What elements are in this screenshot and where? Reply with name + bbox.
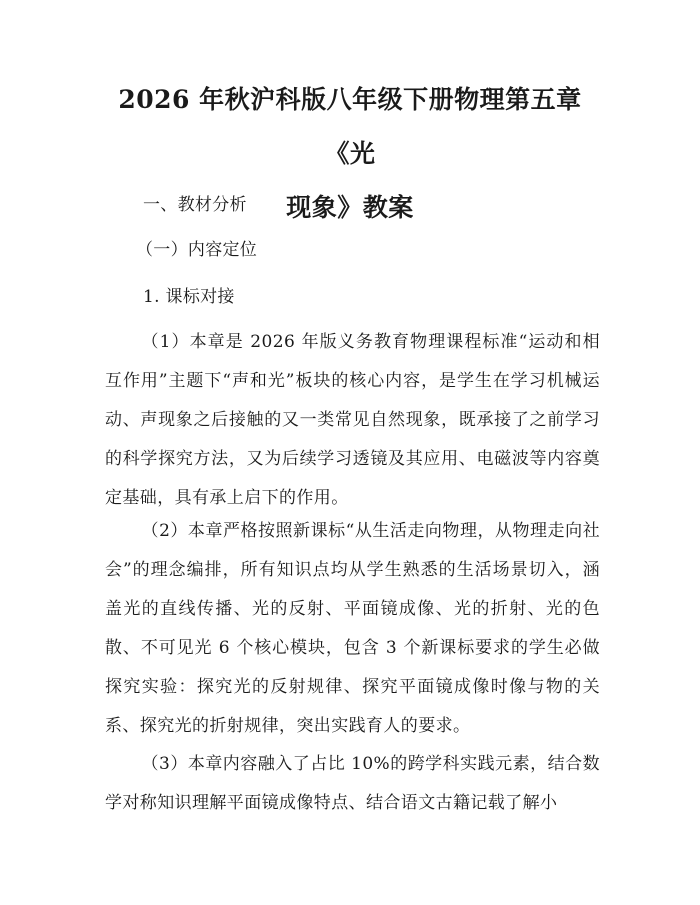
subsection-heading: （一）内容定位 <box>136 240 258 260</box>
paragraph-3: （3）本章内容融入了占比 10%的跨学科实践元素，结合数学对称知识理解平面镜成像特点、结合语文古籍记载了解小 <box>105 754 600 813</box>
paragraph-2: （2）本章严格按照新课标“从生活走向物理，从物理走向社会”的理念编排，所有知识点均从学生熟悉的生活场景切入，涵盖光的直线传播、光的反射、平面镜成像、光的折射、光的色散、不可见光 6 个核心模块，包含 3 个新课标要求的学生必做探究实验：探究光的反射规律、探究平面镜成像时像与物的关系、探究光的折射规律，突出实践育人的要求。 <box>105 521 600 736</box>
item-heading: 1. 课标对接 <box>143 287 235 307</box>
title-line-1: 2026 年秋沪科版八年级下册物理第五章《光 <box>118 85 582 168</box>
section-heading: 一、教材分析 <box>143 195 247 215</box>
paragraph-1: （1）本章是 2026 年版义务教育物理课程标准“运动和相互作用”主题下“声和光”板块的核心内容，是学生在学习机械运动、声现象之后接触的又一类常见自然现象，既承接了之前学习的科学探究方法，又为后续学习透镜及其应用、电磁波等内容奠定基础，具有承上启下的作用。 <box>105 332 600 508</box>
title-line-2: 现象》教案 <box>286 193 414 222</box>
